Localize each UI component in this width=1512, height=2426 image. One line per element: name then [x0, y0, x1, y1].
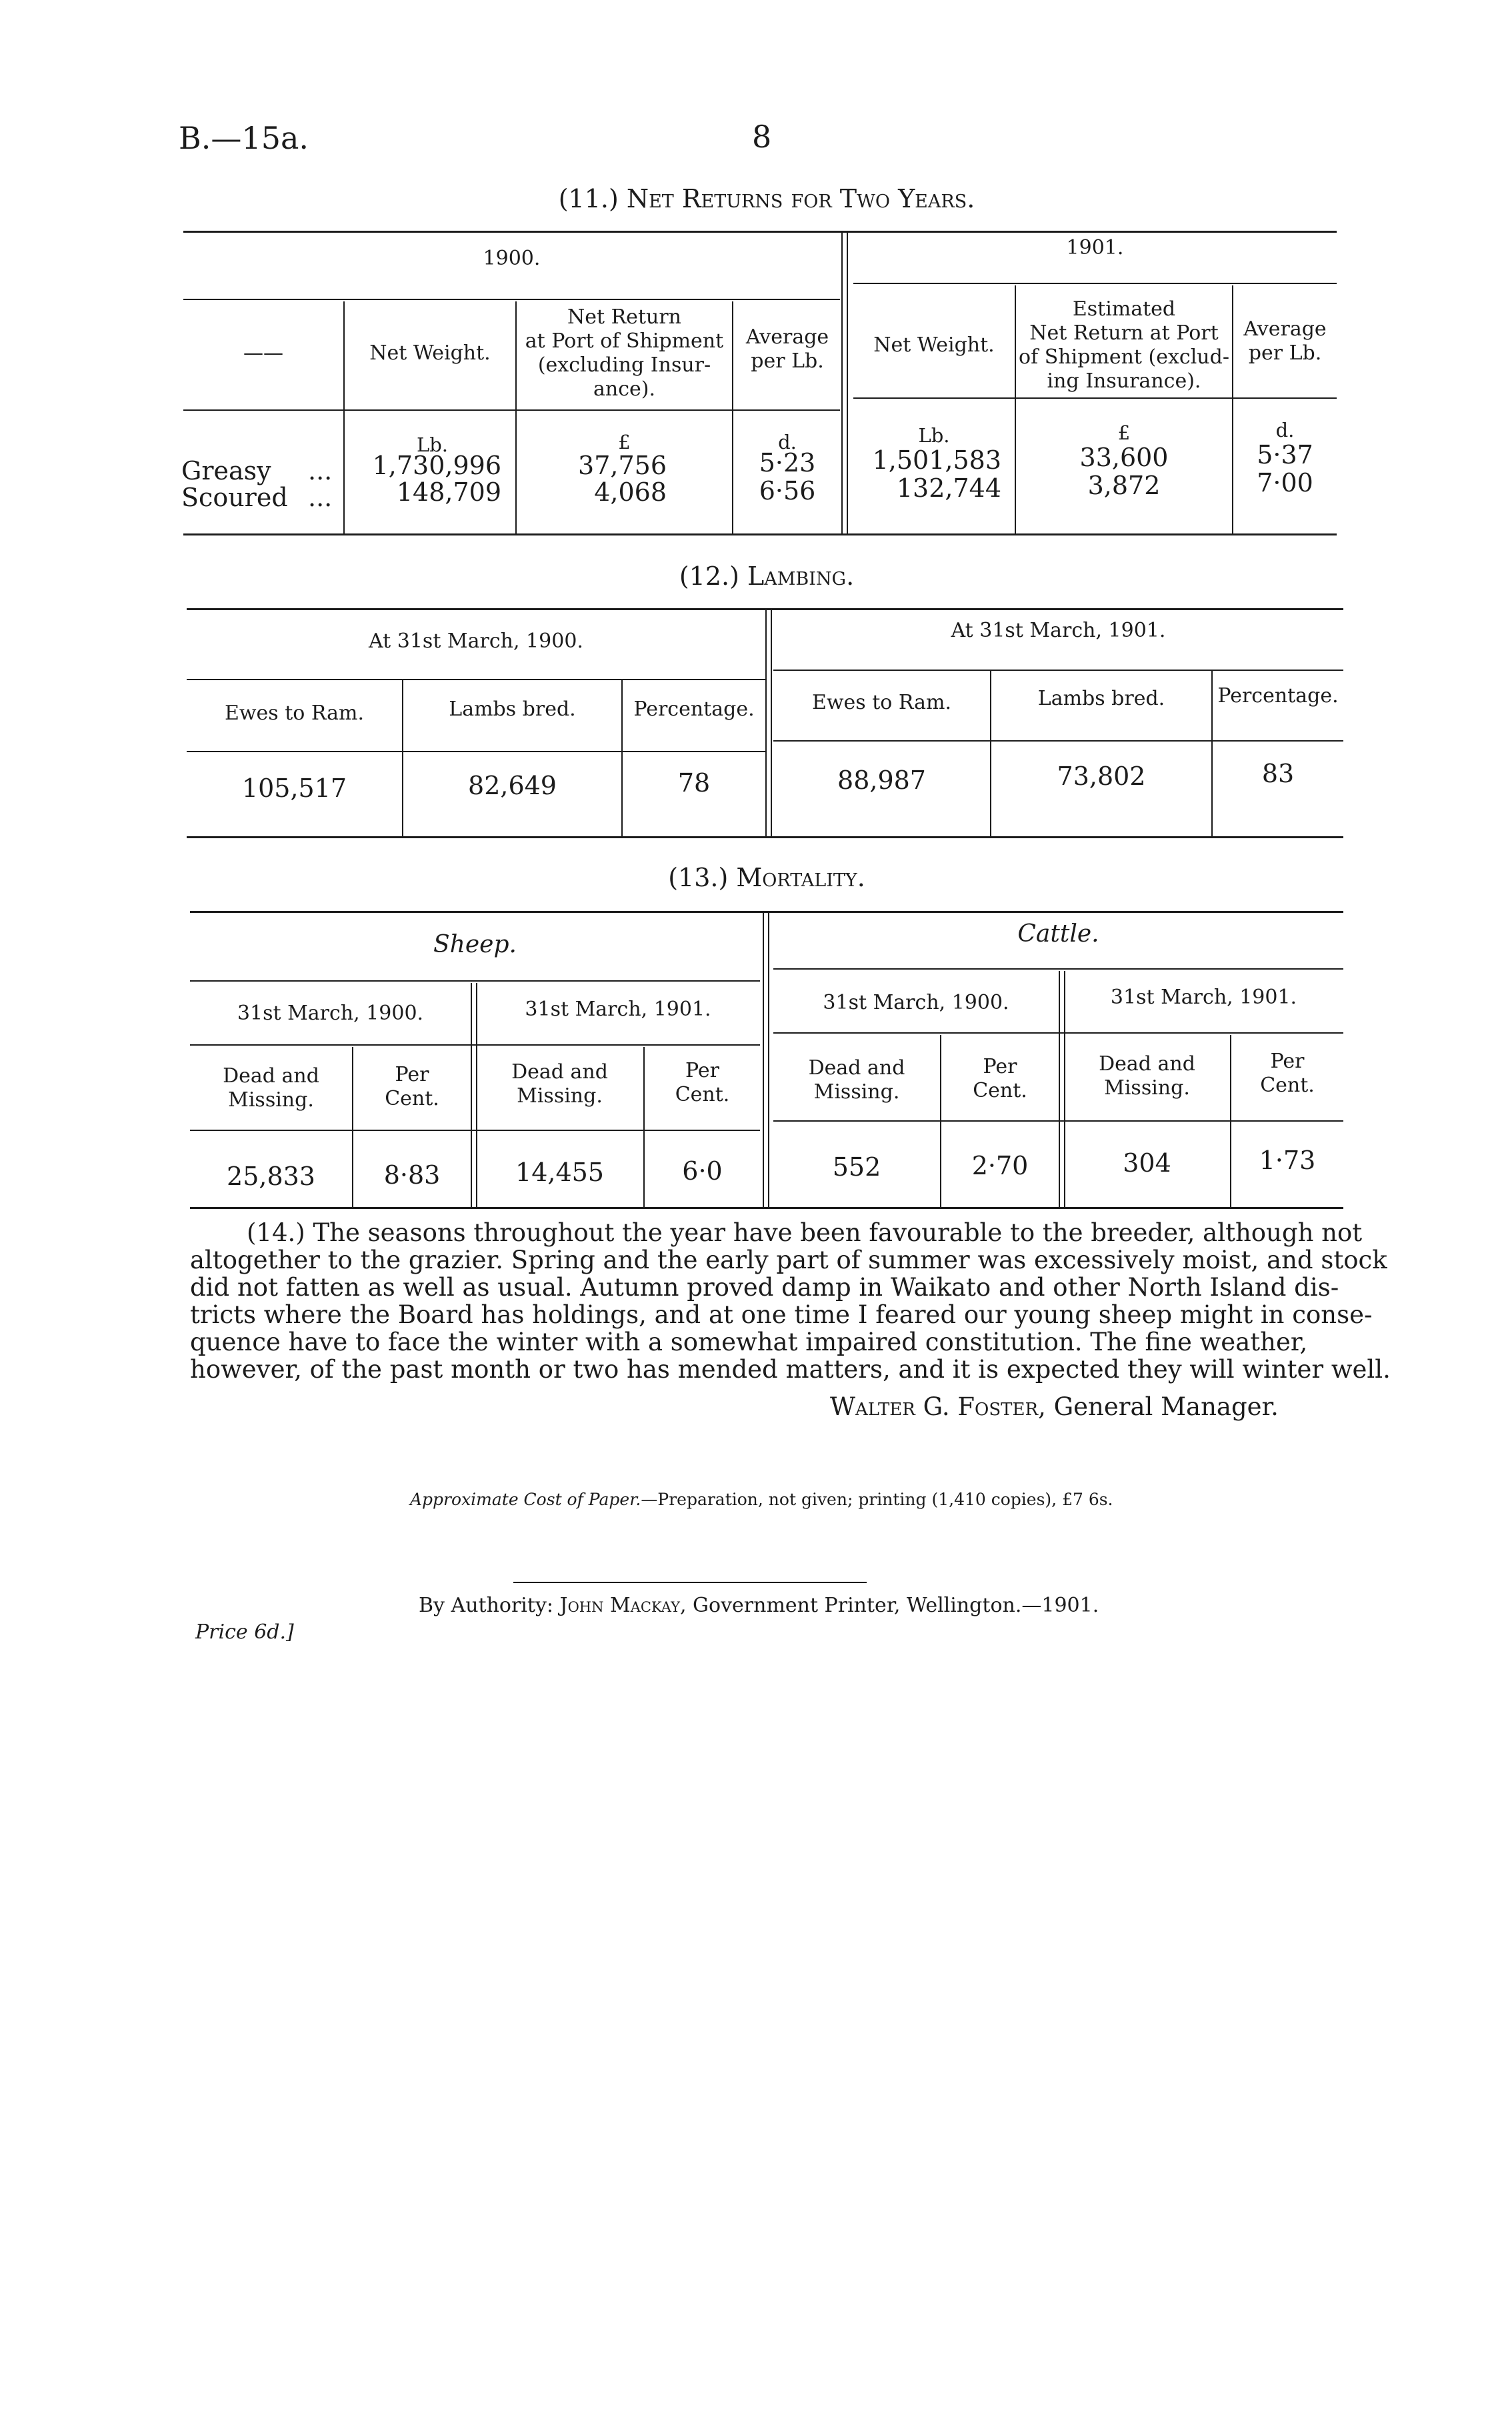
sheep-1900-pct-value: 8·83	[383, 1160, 441, 1190]
cattle-1900-dead-header: Dead and Missing.	[808, 1056, 905, 1104]
cattle-1901-pct-header: Per Cent.	[1260, 1050, 1315, 1097]
cattle-1900-dead-value: 552	[832, 1152, 881, 1182]
unit-d-1900: d.	[778, 431, 797, 453]
lambing-date-1900: At 31st March, 1900.	[369, 630, 583, 653]
sheep-1900-dead-value: 25,833	[227, 1162, 315, 1191]
sheep-date-1901: 31st March, 1901.	[525, 998, 711, 1021]
sheep-header: Sheep.	[433, 931, 517, 958]
authority-line	[419, 1594, 1099, 1617]
return-1901-greasy: 33,600	[1079, 443, 1169, 472]
lambing-title: (12.) Lambing.	[679, 561, 855, 591]
average-1901-greasy: 5·37	[1257, 440, 1313, 469]
paragraph-line: did not fatten as well as usual. Autumn proved damp in Waikato and other North Island dis-	[190, 1273, 1339, 1302]
cattle-1901-dead-header: Dead and Missing.	[1099, 1052, 1195, 1100]
average-1901-scoured: 7·00	[1257, 468, 1313, 497]
sheep-1900-pct-header: Per Cent.	[385, 1063, 439, 1110]
cost-of-paper	[410, 1490, 1113, 1509]
cattle-1900-pct-value: 2·70	[971, 1151, 1029, 1180]
price: Price 6d.]	[195, 1620, 294, 1644]
paragraph-line: altogether to the grazier. Spring and the early part of summer was excessively moist, and stock	[190, 1246, 1387, 1274]
return-1900-scoured: 4,068	[594, 477, 667, 507]
ewes-value-1901: 88,987	[837, 766, 926, 795]
net-weight-header-1900: Net Weight.	[369, 341, 491, 365]
average-1900-scoured: 6·56	[759, 476, 816, 505]
year-1900-header: 1900.	[483, 247, 541, 270]
unit-lb-1900: Lb.	[416, 433, 448, 456]
average-1900-greasy: 5·23	[759, 448, 816, 477]
weight-1901-scoured: 132,744	[896, 473, 1001, 503]
weight-1900-scoured: 148,709	[396, 477, 501, 507]
authority-name: John Mackay	[559, 1594, 680, 1617]
percentage-header-1901: Percentage.	[1217, 684, 1339, 708]
cattle-1901-dead-value: 304	[1123, 1148, 1171, 1178]
unit-lb-1901: Lb.	[918, 424, 950, 447]
paragraph-line: tricts where the Board has holdings, and at one time I feared our young sheep might in conse-	[190, 1300, 1373, 1329]
signature-name: Walter G. Foster	[830, 1392, 1039, 1421]
cost-text: —Preparation, not given; printing (1,410 copies), £7 6s.	[641, 1490, 1113, 1509]
ewes-header-1900: Ewes to Ram.	[224, 702, 365, 725]
row-label-greasy: Greasy	[181, 456, 271, 485]
paragraph-line: (14.) The seasons throughout the year have been favourable to the breeder, although not	[247, 1218, 1363, 1247]
weight-1900-greasy: 1,730,996	[372, 451, 501, 480]
sheep-1901-dead-header: Dead and Missing.	[511, 1060, 608, 1108]
unit-pound-1901: £	[1117, 421, 1131, 444]
percentage-value-1901: 83	[1261, 759, 1295, 788]
cost-label: Approximate Cost of Paper.	[410, 1490, 641, 1509]
ewes-header-1901: Ewes to Ram.	[811, 691, 952, 714]
net-return-header-1900: Net Return at Port of Shipment (excluding Insur- ance).	[525, 305, 724, 401]
sheep-date-1900: 31st March, 1900.	[237, 1002, 424, 1025]
cattle-1901-pct-value: 1·73	[1259, 1146, 1316, 1175]
authority-text: , Government Printer, Wellington.—1901.	[679, 1594, 1099, 1617]
signature-title: , General Manager.	[1038, 1392, 1279, 1421]
unit-d-1901: d.	[1275, 419, 1295, 441]
return-1901-scoured: 3,872	[1087, 471, 1161, 500]
row-dots-scoured: ...	[308, 483, 333, 512]
percentage-value-1900: 78	[677, 768, 711, 798]
page-number: 8	[752, 119, 772, 155]
sheep-1901-dead-value: 14,455	[515, 1158, 604, 1187]
net-weight-header-1901: Net Weight.	[873, 333, 995, 357]
average-header-1900: Average per Lb.	[745, 325, 829, 373]
net-return-header-1901: Estimated Net Return at Port of Shipment (exclud- ing Insurance).	[1019, 297, 1229, 393]
lambs-value-1901: 73,802	[1057, 762, 1146, 791]
lambs-value-1900: 82,649	[468, 771, 557, 800]
row-dots-greasy: ...	[308, 456, 333, 485]
percentage-header-1900: Percentage.	[633, 698, 755, 721]
cattle-date-1900: 31st March, 1900.	[823, 991, 1009, 1014]
lambing-date-1901: At 31st March, 1901.	[951, 619, 1166, 642]
authority-prefix: By Authority:	[419, 1594, 560, 1617]
dash-header: ——	[243, 341, 283, 365]
return-1900-greasy: 37,756	[578, 451, 667, 480]
row-label-scoured: Scoured	[181, 483, 288, 512]
year-1901-header: 1901.	[1066, 236, 1124, 259]
cattle-1900-pct-header: Per Cent.	[973, 1055, 1027, 1102]
mortality-title: (13.) Mortality.	[668, 863, 865, 892]
signature	[830, 1392, 1279, 1421]
net-returns-title: (11.) Net Returns for Two Years.	[558, 184, 975, 213]
paragraph-line: quence have to face the winter with a somewhat impaired constitution. The fine weather,	[190, 1328, 1308, 1356]
average-header-1901: Average per Lb.	[1243, 317, 1327, 365]
page-reference: B.—15a.	[179, 120, 309, 156]
cattle-date-1901: 31st March, 1901.	[1110, 986, 1297, 1009]
sheep-1900-dead-header: Dead and Missing.	[223, 1064, 319, 1112]
lambs-header-1900: Lambs bred.	[449, 698, 576, 721]
seasons-paragraph	[190, 1218, 1391, 1384]
cattle-header: Cattle.	[1017, 920, 1099, 948]
lambs-header-1901: Lambs bred.	[1037, 687, 1165, 710]
weight-1901-greasy: 1,501,583	[872, 445, 1001, 475]
sheep-1901-pct-header: Per Cent.	[675, 1059, 730, 1106]
paragraph-line: however, of the past month or two has mended matters, and it is expected they will winter well.	[190, 1355, 1391, 1384]
sheep-1901-pct-value: 6·0	[682, 1156, 723, 1186]
ewes-value-1900: 105,517	[241, 774, 347, 803]
unit-pound-1900: £	[618, 431, 631, 453]
